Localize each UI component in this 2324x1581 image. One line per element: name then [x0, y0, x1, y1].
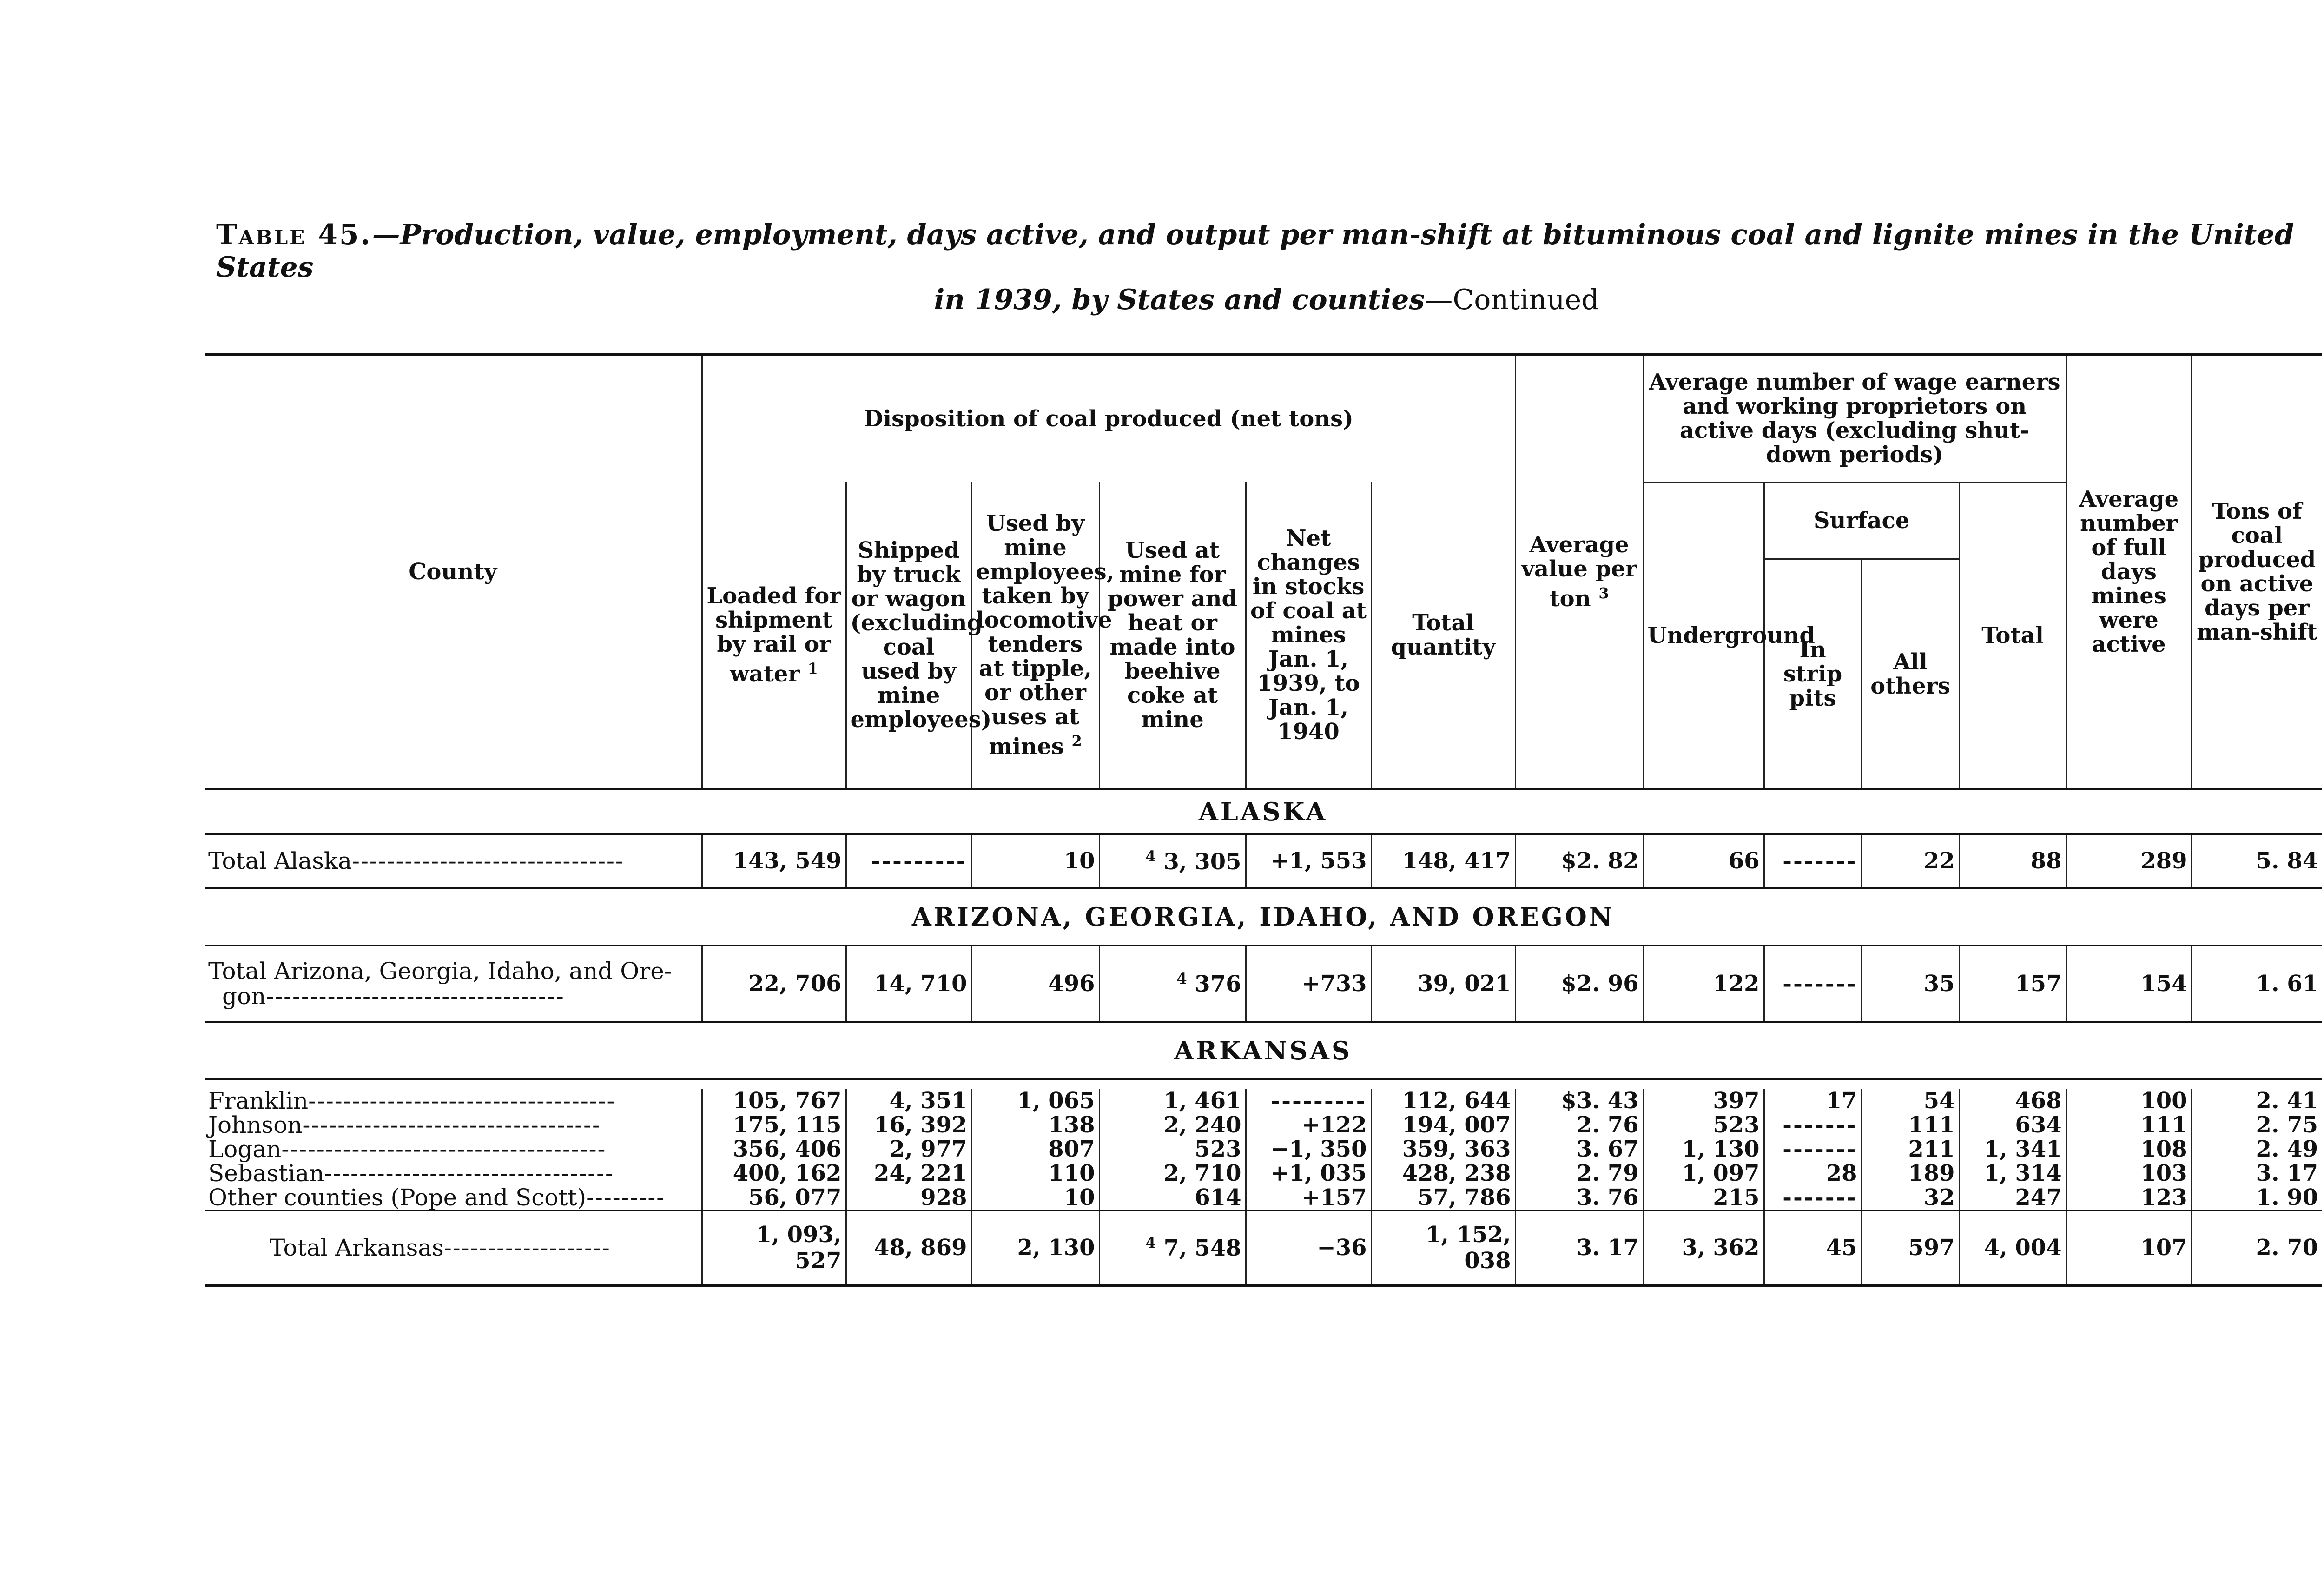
table-row: Franklin----------------------------------- 105, 767 4, 351 1, 065 1, 461 --------- 112, 644 $3. 43 397 17 54 468 100 2. 41 [205, 1089, 2322, 1113]
header-shipped-truck: Shipped by truck or wagon (excluding coal used by mine employees) [846, 482, 971, 789]
cell-loaded: 56, 077 [702, 1185, 846, 1211]
cell-shipped: 14, 710 [846, 946, 971, 1022]
cell-net-change: +122 [1246, 1113, 1371, 1137]
cell-strip: ------- [1764, 1113, 1862, 1137]
cell-days: 108 [2066, 1137, 2192, 1161]
cell-total-employees: 88 [1959, 834, 2066, 888]
cell-shipped: 24, 221 [846, 1161, 971, 1185]
table-number: Table 45. [216, 218, 372, 251]
header-used-at-mine: Used at mine for power and heat or made into beehive coke at mine [1099, 482, 1246, 789]
header-total-employees: Total [1959, 482, 2066, 789]
cell-strip: 28 [1764, 1161, 1862, 1185]
header-all-others: All others [1862, 559, 1959, 789]
cell-tons: 1. 61 [2192, 946, 2322, 1022]
cell-underground: 3, 362 [1643, 1211, 1764, 1285]
cell-loaded: 22, 706 [702, 946, 846, 1022]
header-in-strip-pits: In strip pits [1764, 559, 1862, 789]
header-avg-days: Average number of full days mines were active [2066, 355, 2192, 789]
cell-underground: 523 [1643, 1113, 1764, 1137]
cell-strip: 45 [1764, 1211, 1862, 1285]
cell-total-qty: 39, 021 [1371, 946, 1515, 1022]
cell-avg-value: 3. 17 [1515, 1211, 1643, 1285]
cell-loaded: 105, 767 [702, 1089, 846, 1113]
cell-strip: ------- [1764, 834, 1862, 888]
header-net-changes: Net changes in stocks of coal at mines Jan. 1, 1939, to Jan. 1, 1940 [1246, 482, 1371, 789]
cell-used-employees: 110 [971, 1161, 1099, 1185]
cell-used-employees: 807 [971, 1137, 1099, 1161]
cell-used-employees: 496 [971, 946, 1099, 1022]
cell-net-change: +1, 553 [1246, 834, 1371, 888]
cell-underground: 66 [1643, 834, 1764, 888]
cell-others: 22 [1862, 834, 1959, 888]
cell-loaded: 143, 549 [702, 834, 846, 888]
cell-total-employees: 1, 341 [1959, 1137, 2066, 1161]
table-row: Sebastian--------------------------------- 400, 162 24, 221 110 2, 710 +1, 035 428, 238 2. 79 1, 097 28 189 1, 314 103 3. 17 [205, 1161, 2322, 1185]
coal-production-table [205, 353, 2322, 1287]
table-title-line2: in 1939, by States and counties [934, 284, 1425, 316]
cell-others: 35 [1862, 946, 1959, 1022]
cell-underground: 397 [1643, 1089, 1764, 1113]
row-label: Sebastian [208, 1159, 324, 1187]
row-label: Total Arkansas [270, 1234, 444, 1261]
cell-tons: 2. 49 [2192, 1137, 2322, 1161]
cell-total-employees: 634 [1959, 1113, 2066, 1137]
cell-total-qty: 112, 644 [1371, 1089, 1515, 1113]
cell-used-employees: 10 [971, 834, 1099, 888]
row-label: Johnson [208, 1111, 303, 1138]
cell-days: 100 [2066, 1089, 2192, 1113]
cell-avg-value: $3. 43 [1515, 1089, 1643, 1113]
cell-used-mine: 2, 710 [1099, 1161, 1246, 1185]
table-row: Total Alaska------------------------------- 143, 549 --------- 10 $^4$ 3, 305 +1, 553 148, 417 $2. 82 66 ------- 22 88 289 5. 84 [205, 834, 2322, 888]
cell-avg-value: $2. 82 [1515, 834, 1643, 888]
cell-strip: ------- [1764, 1137, 1862, 1161]
cell-others: 32 [1862, 1185, 1959, 1211]
cell-used-mine: 614 [1099, 1185, 1246, 1211]
cell-shipped: 16, 392 [846, 1113, 971, 1137]
cell-loaded: 400, 162 [702, 1161, 846, 1185]
cell-underground: 122 [1643, 946, 1764, 1022]
cell-shipped: --------- [846, 834, 971, 888]
cell-tons: 2. 41 [2192, 1089, 2322, 1113]
cell-total-qty: 57, 786 [1371, 1185, 1515, 1211]
cell-used-mine: $^4$ 376 [1099, 946, 1246, 1022]
cell-underground: 1, 130 [1643, 1137, 1764, 1161]
cell-loaded: 356, 406 [702, 1137, 846, 1161]
cell-days: 111 [2066, 1113, 2192, 1137]
row-label-cont: gon [222, 982, 266, 1010]
table-caption [216, 218, 2317, 316]
section-title: ARIZONA, GEORGIA, IDAHO, AND OREGON [205, 888, 2322, 946]
header-county: County [205, 355, 702, 789]
cell-total-employees: 1, 314 [1959, 1161, 2066, 1185]
cell-days: 154 [2066, 946, 2192, 1022]
header-avg-value: Average value per ton $^3$ [1515, 355, 1643, 789]
cell-underground: 1, 097 [1643, 1161, 1764, 1185]
cell-shipped: 2, 977 [846, 1137, 971, 1161]
cell-others: 189 [1862, 1161, 1959, 1185]
header-tons-per-shift: Tons of coal produced on active days per man-shift [2192, 355, 2322, 789]
cell-strip: ------- [1764, 946, 1862, 1022]
cell-net-change: +733 [1246, 946, 1371, 1022]
table-row: Johnson---------------------------------- 175, 115 16, 392 138 2, 240 +122 194, 007 2. 76 523 ------- 111 634 111 2. 75 [205, 1113, 2322, 1137]
header-used-by-employees: Used by mine employees, taken by locomotive tenders at tipple, or other uses at mines $^2$ [971, 482, 1099, 789]
row-label: Total Alaska [208, 847, 352, 874]
section-header [205, 888, 2322, 946]
cell-net-change: −36 [1246, 1211, 1371, 1285]
cell-total-qty: 194, 007 [1371, 1113, 1515, 1137]
cell-tons: 3. 17 [2192, 1161, 2322, 1185]
header-surface: Surface [1764, 482, 1959, 559]
cell-days: 107 [2066, 1211, 2192, 1285]
cell-shipped: 48, 869 [846, 1211, 971, 1285]
cell-used-mine: 2, 240 [1099, 1113, 1246, 1137]
cell-strip: ------- [1764, 1185, 1862, 1211]
header-disposition: Disposition of coal produced (net tons) [702, 355, 1515, 483]
cell-avg-value: $2. 96 [1515, 946, 1643, 1022]
table-title-line1: —Production, value, employment, days active, and output per man-shift at bituminous coal and lignite mines in the United States [216, 218, 2294, 284]
section-title: ALASKA [205, 789, 2322, 834]
cell-total-qty: 428, 238 [1371, 1161, 1515, 1185]
header-underground: Underground [1643, 482, 1764, 789]
cell-others: 54 [1862, 1089, 1959, 1113]
cell-loaded: 1, 093, 527 [702, 1211, 846, 1285]
cell-days: 289 [2066, 834, 2192, 888]
cell-strip: 17 [1764, 1089, 1862, 1113]
cell-avg-value: 3. 76 [1515, 1185, 1643, 1211]
cell-used-mine: $^4$ 7, 548 [1099, 1211, 1246, 1285]
table-row: Other counties (Pope and Scott)--------- 56, 077 928 10 614 +157 57, 786 3. 76 215 ------- 32 247 123 1. 90 [205, 1185, 2322, 1211]
cell-used-employees: 138 [971, 1113, 1099, 1137]
cell-net-change: --------- [1246, 1089, 1371, 1113]
cell-underground: 215 [1643, 1185, 1764, 1211]
cell-total-employees: 4, 004 [1959, 1211, 2066, 1285]
header-loaded: Loaded for shipment by rail or water $^1$ [702, 482, 846, 789]
section-title: ARKANSAS [205, 1022, 2322, 1079]
cell-total-employees: 157 [1959, 946, 2066, 1022]
cell-total-qty: 1, 152, 038 [1371, 1211, 1515, 1285]
cell-tons: 2. 70 [2192, 1211, 2322, 1285]
cell-tons: 2. 75 [2192, 1113, 2322, 1137]
table-row: Logan------------------------------------- 356, 406 2, 977 807 523 −1, 350 359, 363 3. 67 1, 130 ------- 211 1, 341 108 2. 49 [205, 1137, 2322, 1161]
table-row: Total Arizona, Georgia, Idaho, and Ore- gon---------------------------------- 22, 706 14, 710 496 $^4$ 376 +733 39, 021 $2. 96 122 ------- 35 157 154 1. 61 [205, 946, 2322, 1022]
table-continued: —Continued [1425, 284, 1599, 316]
cell-net-change: −1, 350 [1246, 1137, 1371, 1161]
cell-tons: 5. 84 [2192, 834, 2322, 888]
row-label: Total Arizona, Georgia, Idaho, and Ore- [208, 957, 672, 985]
cell-total-qty: 148, 417 [1371, 834, 1515, 888]
row-label: Other counties (Pope and Scott) [208, 1184, 587, 1211]
header-total-quantity: Total quantity [1371, 482, 1515, 789]
cell-others: 211 [1862, 1137, 1959, 1161]
cell-avg-value: 2. 76 [1515, 1113, 1643, 1137]
cell-avg-value: 2. 79 [1515, 1161, 1643, 1185]
header-wage-earners: Average number of wage earners and working proprietors on active days (excluding shut-down periods) [1643, 355, 2066, 483]
cell-shipped: 928 [846, 1185, 971, 1211]
cell-others: 597 [1862, 1211, 1959, 1285]
row-label: Logan [208, 1135, 282, 1163]
cell-used-mine: 523 [1099, 1137, 1246, 1161]
cell-avg-value: 3. 67 [1515, 1137, 1643, 1161]
cell-others: 111 [1862, 1113, 1959, 1137]
cell-used-employees: 1, 065 [971, 1089, 1099, 1113]
cell-days: 103 [2066, 1161, 2192, 1185]
cell-used-employees: 2, 130 [971, 1211, 1099, 1285]
cell-used-mine: 1, 461 [1099, 1089, 1246, 1113]
cell-days: 123 [2066, 1185, 2192, 1211]
cell-total-employees: 468 [1959, 1089, 2066, 1113]
cell-tons: 1. 90 [2192, 1185, 2322, 1211]
table-row: Total Arkansas------------------- 1, 093, 527 48, 869 2, 130 $^4$ 7, 548 −36 1, 152, 038 3. 17 3, 362 45 597 4, 004 107 2. 70 [205, 1211, 2322, 1285]
cell-total-qty: 359, 363 [1371, 1137, 1515, 1161]
cell-used-mine: $^4$ 3, 305 [1099, 834, 1246, 888]
cell-used-employees: 10 [971, 1185, 1099, 1211]
cell-net-change: +157 [1246, 1185, 1371, 1211]
section-header [205, 789, 2322, 834]
row-label: Franklin [208, 1087, 309, 1114]
section-header [205, 1022, 2322, 1079]
cell-net-change: +1, 035 [1246, 1161, 1371, 1185]
cell-shipped: 4, 351 [846, 1089, 971, 1113]
cell-loaded: 175, 115 [702, 1113, 846, 1137]
cell-total-employees: 247 [1959, 1185, 2066, 1211]
